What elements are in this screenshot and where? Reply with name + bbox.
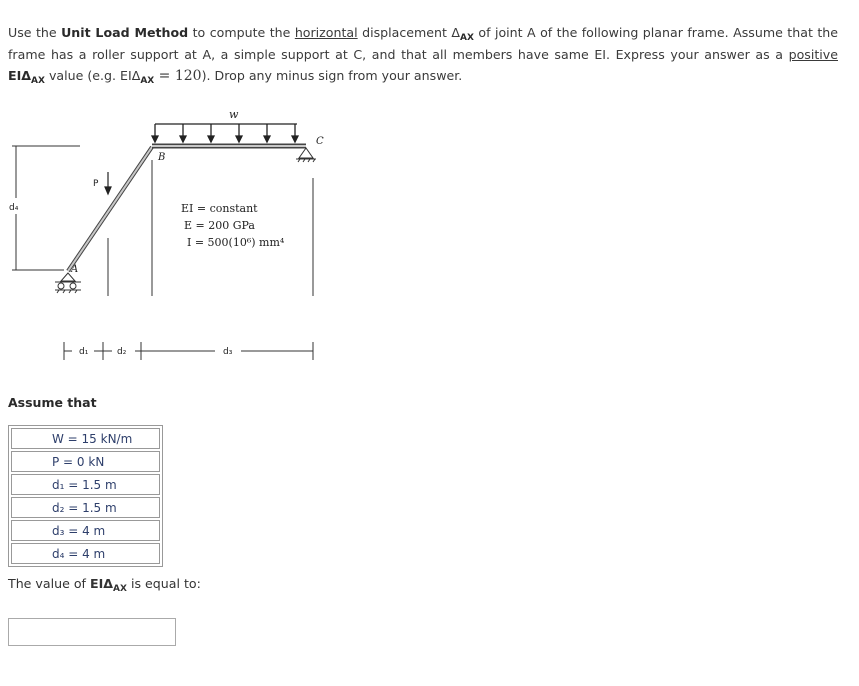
support-c	[296, 148, 316, 162]
parameters-table	[8, 425, 163, 567]
param-d3: d₃ = 4 m	[11, 520, 160, 541]
param-w: W = 15 kN/m	[11, 428, 160, 449]
param-d1: d₁ = 1.5 m	[11, 474, 160, 495]
material-properties	[181, 202, 285, 249]
support-a-roller	[55, 273, 81, 293]
label-c: C	[316, 136, 324, 147]
distributed-load	[152, 124, 298, 142]
prop-i: I = 500(10⁶) mm⁴	[187, 236, 285, 249]
label-d1: d₁	[79, 347, 89, 357]
label-a: A	[71, 264, 79, 275]
positive-underlined: positive	[788, 46, 838, 62]
answer-prompt: The value of $EI\Delta_{AX}$ is equal to:	[8, 576, 201, 594]
method-name: Unit Load Method	[61, 25, 189, 40]
frame-figure	[0, 98, 340, 373]
label-d4: d₄	[9, 203, 19, 213]
prop-e: E = 200 GPa	[184, 219, 255, 232]
horizontal-underlined: horizontal	[294, 25, 358, 40]
param-p: P = 0 kN	[11, 451, 160, 472]
assume-heading: Assume that	[8, 395, 97, 410]
load-p	[105, 172, 111, 194]
question-text: Use the Unit Load Method to compute the horizontal displacement $\Delta_{AX}$ of joint A of the following planar frame. Assume that the frame has a roller support at A, a simple support at C, and that all members have same EI. Express your answer as a positive $EI\Delta_{AX}$ value (e.g. $EI\Delta_{AX} = 120$). Drop any minus sign from your answer.	[8, 25, 838, 86]
label-d2: d₂	[117, 347, 127, 357]
label-p: P	[93, 179, 99, 189]
dim-horizontal	[64, 342, 313, 360]
label-d3: d₃	[223, 347, 233, 357]
param-d4: d₄ = 4 m	[11, 543, 160, 564]
label-w: w	[229, 108, 239, 121]
answer-input[interactable]	[8, 618, 176, 646]
prop-ei: EI = constant	[181, 202, 258, 215]
dim-d4	[12, 146, 80, 270]
param-d2: d₂ = 1.5 m	[11, 497, 160, 518]
label-b: B	[158, 152, 166, 163]
